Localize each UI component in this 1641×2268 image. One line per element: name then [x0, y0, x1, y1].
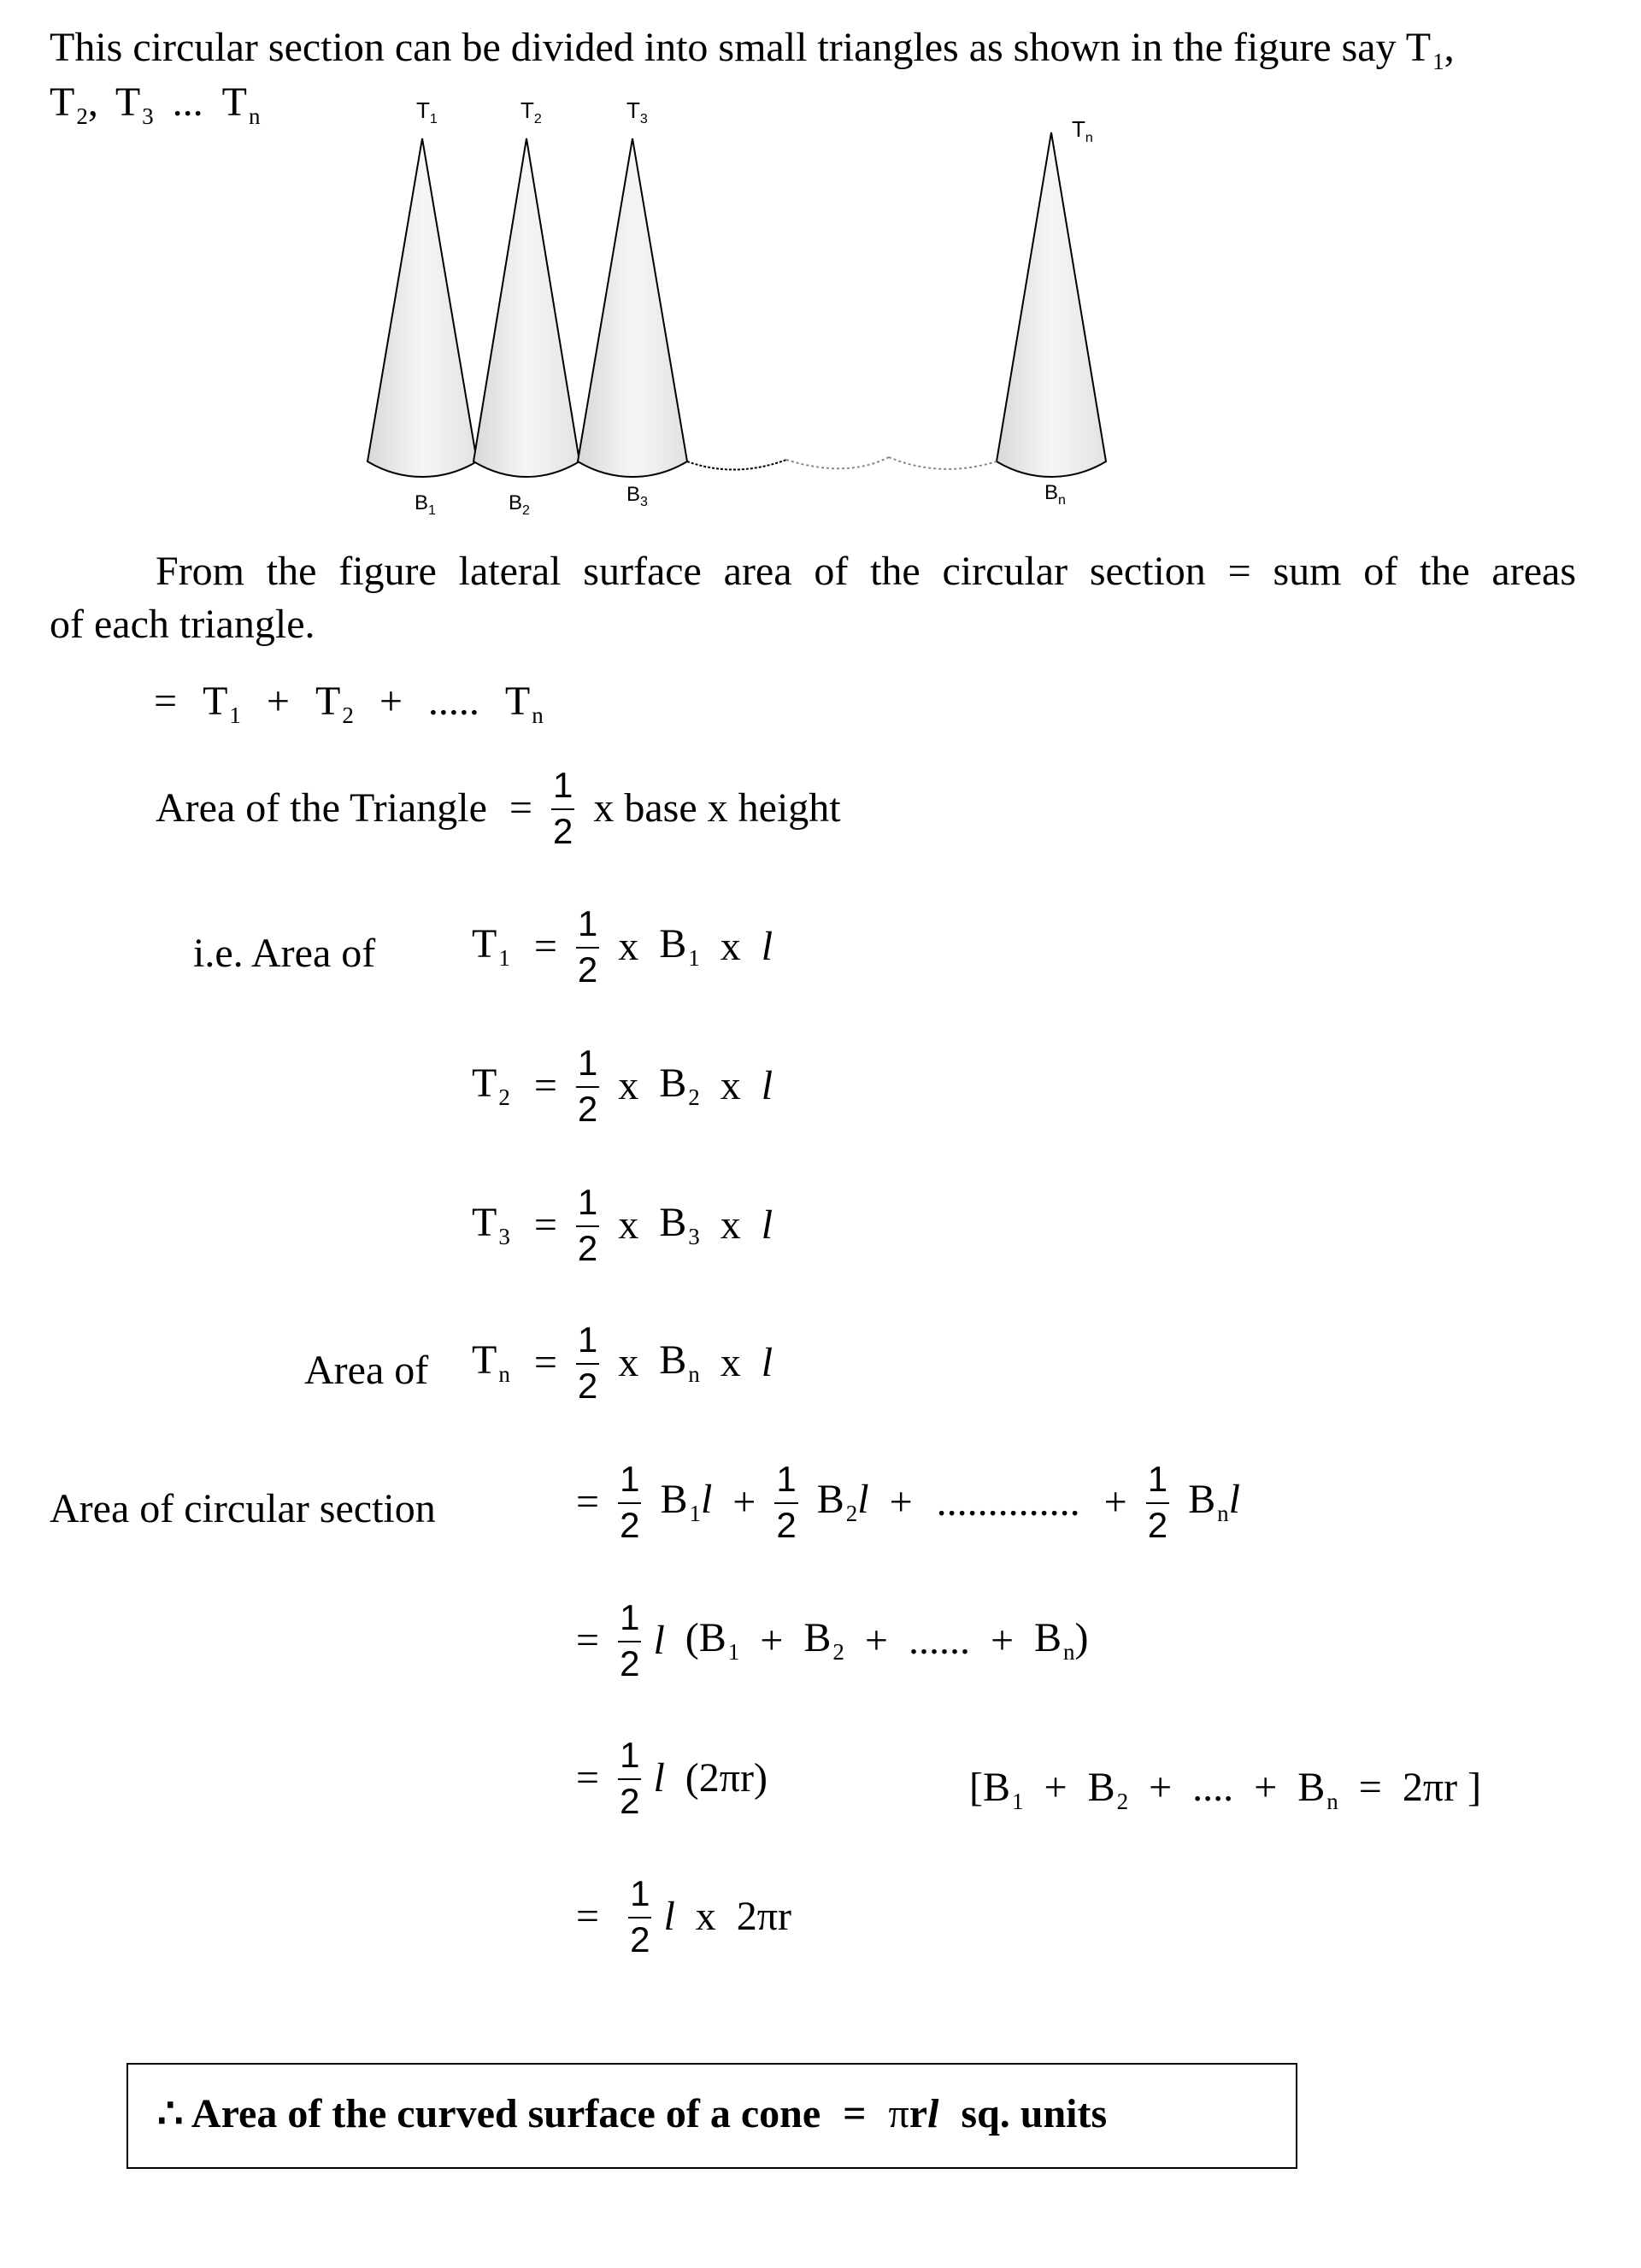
intro-line-1: This circular section can be divided into small triangles as shown in the figure say $T_1$, — [50, 25, 1455, 74]
triangles-figure — [0, 0, 1641, 547]
intro-tn: $T_n$ — [221, 79, 261, 129]
top-label-tn: $T_n$ — [1072, 116, 1093, 145]
row-t1-label: i.e. Area of — [193, 931, 376, 976]
top-label-t3: $T_3$ — [626, 97, 648, 126]
row-t3: $T_3$ = $\frac{1}{2}$ x $B_3$ x l — [472, 1182, 773, 1268]
circ-line-3: = $\frac{1}{2}$ l (2πr) — [576, 1735, 768, 1821]
bottom-label-b3: $B_3$ — [626, 483, 648, 509]
bottom-label-b2: $B_2$ — [509, 491, 530, 518]
bottom-label-b1: $B_1$ — [415, 491, 436, 518]
triangle-area-formula: Area of the Triangle = $\frac{1}{2}$ x base x height — [156, 765, 841, 851]
paragraph-line-1: From the figure lateral surface area of the circular section = sum of the areas — [156, 549, 1576, 594]
circular-section-label: Area of circular section — [50, 1486, 436, 1531]
triangle-2 — [473, 138, 579, 477]
intro-t3: $T_3$ — [115, 79, 154, 129]
base-arc-1 — [687, 460, 786, 470]
base-arc-2 — [786, 457, 889, 468]
paragraph-line-2: of each triangle. — [50, 602, 315, 647]
circ-line-3-note: [$B_1 + B_2$ + .... + $B_n = 2\pi r$ ] — [969, 1765, 1482, 1814]
bottom-label-bn: $B_n$ — [1044, 481, 1066, 508]
intro-line-2: $T_2$, $T_3$ ... $T_n$ — [50, 79, 261, 129]
intro-t2: $T_2$ — [50, 79, 88, 129]
triangle-3 — [578, 138, 687, 477]
triangle-1 — [368, 138, 477, 477]
base-arc-3 — [889, 457, 997, 469]
row-t1: $T_1$ = $\frac{1}{2}$ x $B_1$ x l — [472, 903, 773, 990]
circ-line-4: = $\frac{1}{2}$ l x 2πr — [576, 1873, 791, 1960]
row-t2: $T_2$ = $\frac{1}{2}$ x $B_2$ x l — [472, 1043, 773, 1129]
top-label-t2: $T_2$ — [521, 97, 542, 126]
row-tn: $T_n$ = $\frac{1}{2}$ x $B_n$ x l — [472, 1319, 773, 1406]
conclusion-box — [126, 2063, 1297, 2169]
conclusion-text: ∴ Area of the curved surface of a cone = πrl sq. units — [157, 2091, 1108, 2136]
sum-equation: = $T_1 + T_2$ + ..... $T_n$ — [154, 679, 544, 728]
triangle-n — [997, 132, 1106, 477]
circ-line-1: = $\frac{1}{2}$ $B_1l$ + $\frac{1}{2}$ $B_2l$ + .............. + $\frac{1}{2}$ $B_nl$ — [576, 1459, 1240, 1545]
circ-line-2: = $\frac{1}{2}$ l ($B_1 + B_2$ + ...... + $B_n$) — [576, 1597, 1089, 1683]
row-tn-label: Area of — [304, 1348, 429, 1393]
intro-text: This circular section can be divided into small triangles as shown in the figure say — [50, 25, 1397, 70]
intro-t1: $T_1$ — [1405, 25, 1444, 74]
therefore-symbol: ∴ — [157, 2091, 184, 2136]
top-label-t1: $T_1$ — [416, 97, 438, 126]
